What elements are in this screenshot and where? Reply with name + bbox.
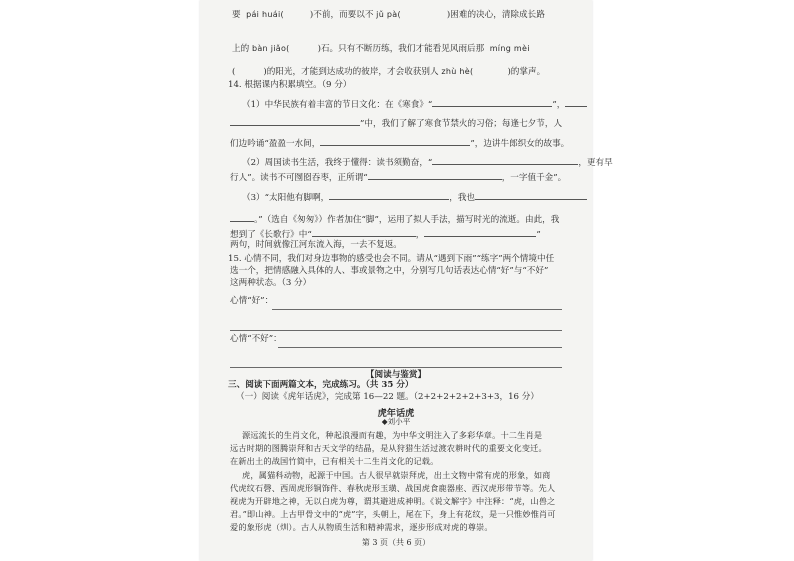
pinyin-zhuhe: zhù hè( (441, 67, 474, 76)
pinyin-banjiao: bàn jiǎo( (251, 44, 290, 53)
section-title: 三、阅读下面两篇文本，完成练习。（共 35 分） (228, 380, 414, 390)
page-footer: 第 3 页（共 6 页） (361, 538, 431, 547)
answer-blank[interactable] (432, 155, 578, 165)
article-p1-line-2: 远古时期的图腾崇拜和古天文学的结晶，是从狩猎生活过渡农耕时代的重要文化变迁。 (230, 443, 547, 453)
vocab-line-2: 上的 bàn jiǎo( )石。只有不断历练，我们才能看见风雨后那 míng mèi (232, 44, 530, 54)
article-p1-line-3: 在新出土的战国竹简中，已有相关十二生肖文化的记载。 (230, 456, 439, 466)
answer-blank[interactable] (432, 97, 552, 107)
answer-blank[interactable] (230, 116, 360, 126)
q15-line-1: 15. 心情不同，我们对身边事物的感受也会不同。请从“遇到下雨”“练字”两个情境中任 (228, 254, 555, 264)
answer-blank[interactable] (312, 227, 416, 237)
answer-line-good-2[interactable] (230, 330, 562, 331)
answer-blank[interactable] (320, 136, 470, 146)
q15-bad-label: 心情“不好”： (230, 334, 282, 344)
q15-line-3: 这两种状态。（3 分） (230, 278, 312, 288)
answer-blank[interactable] (565, 97, 587, 107)
answer-blank[interactable] (424, 227, 536, 237)
vocab-line-1: 要 pái huái( )不前，而要以不 jǔ pà( )困难的决心，清除成长路 (232, 10, 545, 20)
answer-line-bad-1[interactable] (278, 347, 562, 348)
q14-line-2: ”中，我们了解了寒食节禁火的习俗；每逢七夕节，人 (230, 116, 562, 130)
pinyin-mingmei: míng mèi (489, 44, 530, 53)
answer-blank[interactable] (329, 190, 449, 200)
article-p2-line-4: 君。”即山神。上古甲骨文中的“虎”字，头朝上，尾在下，身上有花纹，是一只惟妙惟肖可 (230, 509, 556, 519)
pinyin-jupa: jǔ pà( (376, 10, 401, 19)
q14-line-4: （2）周国读书生活，我终于懂得：读书须勤奋，“ ，更有早 (242, 155, 613, 169)
pinyin-paihuai: pái huái( (246, 10, 284, 19)
q14-line-8: 想到了《长歌行》中“ ， ” (230, 227, 541, 241)
answer-line-good-1[interactable] (272, 309, 562, 310)
q14-line-3: 们边吟诵“盈盈一水间， ”，边讲牛郎织女的故事。 (230, 136, 569, 150)
q14-line-5: 行人”。读书不可囫囵吞枣，正所谓“ ，一字值千金”。 (230, 170, 566, 184)
q14-line-6: （3）“太阳他有脚啊， ，我也 (242, 190, 587, 204)
article-title: 虎年话虎 (377, 408, 415, 419)
q14-line-1: （1）中华民族有着丰富的节日文化：在《寒食》“ ”， (242, 97, 587, 111)
article-p2-line-3: 视虎为开辟地之神，无以白虎为尊，谓其避进成神明。《说文解字》中注释：“虎，山兽之 (230, 496, 556, 506)
article-p2-line-5: 爱的象形虎（𤆑）。古人从物质生活和精神需求，逐步形成对虎的尊崇。 (230, 522, 493, 532)
q14-line-9: 两句，时间就像江河东流入海，一去不复返。 (230, 240, 402, 250)
q15-line-2: 选一个，把情感融入具体的人、事或景物之中，分别写几句话表达心情“好”与“不好” (230, 266, 549, 276)
article-p2-line-2: 代虎纹石磬、西周虎形铜饰件、春秋虎形玉璜、战国虎食鹿器座、西汉虎形带节等。先人 (230, 483, 556, 493)
article-p1-line-1: 源远流长的生肖文化，种起浪漫而有趣，为中华文明注入了多彩华章。十二生肖是 (242, 430, 543, 440)
section-banner: 【阅读与鉴赏】 (365, 370, 427, 380)
section-subtitle: （一）阅读《虎年话虎》，完成第 16—22 题。（2+2+2+2+2+3+3，16 分） (236, 392, 539, 402)
answer-blank[interactable] (475, 190, 587, 200)
q15-good-label: 心情“好”： (230, 296, 274, 306)
answer-blank[interactable] (368, 170, 502, 180)
q14-line-7: 。”（选自《匆匆》）作者加住“脚”，运用了拟人手法，描写时光的流逝。由此，我 (230, 212, 559, 226)
answer-blank[interactable] (230, 212, 254, 222)
vocab-line-3: ( )的阳光，才能到达成功的彼岸，才会收获别人 zhù hè( )的掌声。 (232, 67, 546, 77)
article-author: ◆刘小平 (381, 417, 411, 426)
q14-title: 14. 根据课内积累填空。（9 分） (228, 80, 352, 90)
article-p2-line-1: 虎，属猫科动物，起源于中国。古人很早就崇拜虎，出土文物中常有虎的形象，如商 (242, 470, 551, 480)
